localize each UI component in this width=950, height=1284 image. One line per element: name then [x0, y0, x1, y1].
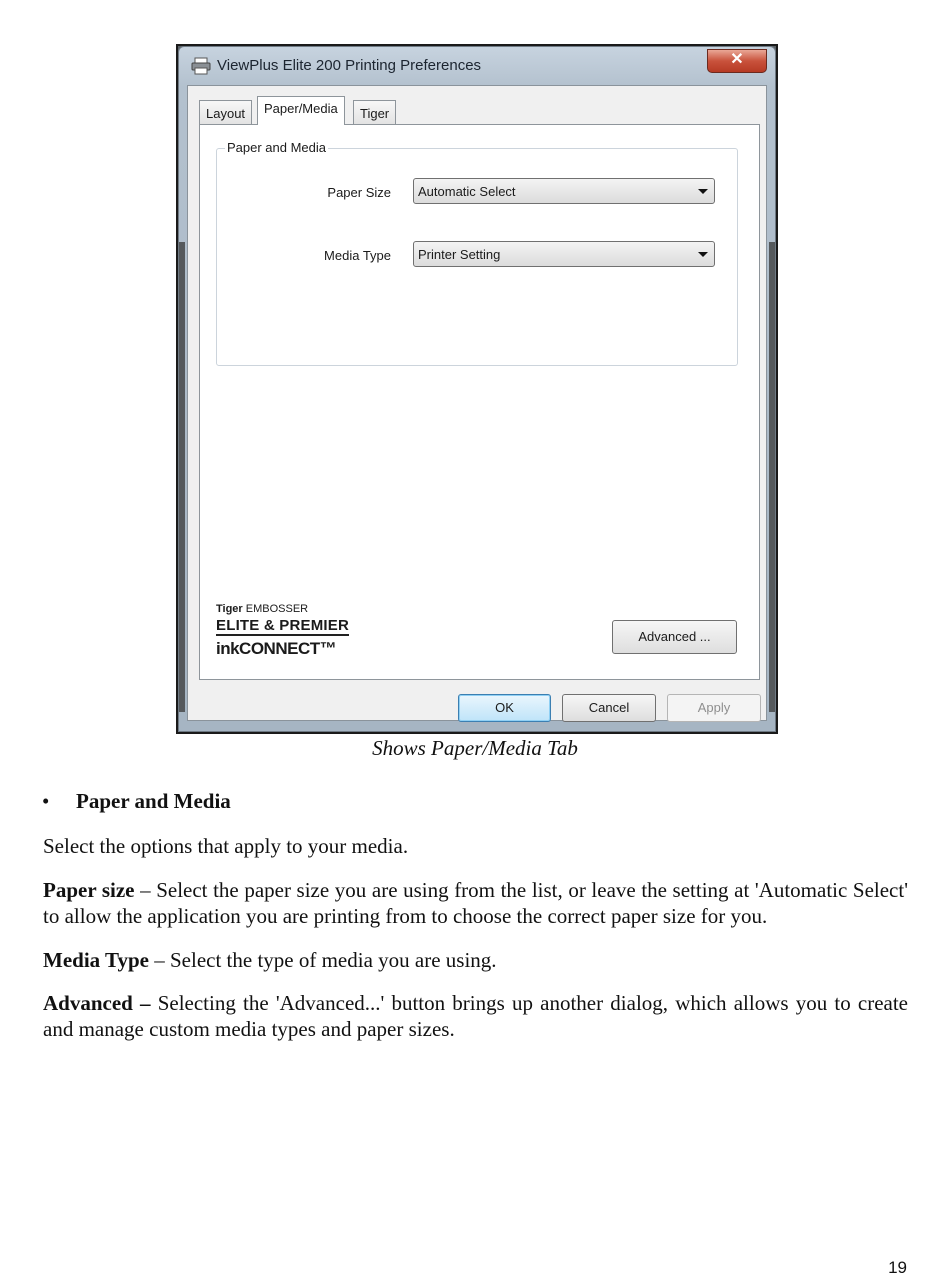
media-type-label: Media Type	[324, 248, 391, 263]
dialog-screenshot	[176, 44, 778, 734]
paper-size-dropdown[interactable]	[413, 178, 715, 204]
section-bullet	[42, 789, 231, 814]
media-type-paragraph: Media Type – Select the type of media you are using.	[43, 948, 497, 972]
apply-button[interactable]: Apply	[667, 694, 761, 722]
advanced-term: Advanced –	[43, 991, 151, 1015]
paper-and-media-group	[216, 140, 738, 366]
tab-paper-media[interactable]: Paper/Media	[257, 96, 345, 125]
printing-preferences-window	[178, 46, 776, 732]
page-number: 19	[888, 1258, 907, 1277]
paper-size-term: Paper size	[43, 878, 135, 902]
chevron-down-icon[interactable]	[698, 252, 708, 257]
paper-size-value: Automatic Select	[418, 184, 516, 199]
section-heading: Paper and Media	[76, 789, 231, 813]
media-type-value: Printer Setting	[418, 247, 501, 262]
tab-layout[interactable]: Layout	[199, 100, 252, 124]
tiger-embosser-logo: Tiger EMBOSSER ELITE & PREMIER inkCONNECT™	[216, 603, 350, 658]
bullet-icon: •	[42, 789, 50, 813]
media-type-term: Media Type	[43, 948, 149, 972]
cancel-button[interactable]: Cancel	[562, 694, 656, 722]
close-button[interactable]: ✕	[707, 49, 767, 73]
paper-size-paragraph: Paper size – Select the paper size you are using from the list, or leave the setting at 'Automatic Select' to allow the application you are printing from to choose the correct paper size for you.	[43, 878, 908, 928]
title-bar	[179, 47, 775, 85]
advanced-button[interactable]: Advanced ...	[612, 620, 737, 654]
figure-caption: Shows Paper/Media Tab	[372, 736, 578, 760]
chevron-down-icon[interactable]	[698, 189, 708, 194]
dialog-client	[187, 85, 767, 721]
advanced-paragraph: Advanced – Selecting the 'Advanced...' button brings up another dialog, which allows you to create and manage custom media types and paper sizes.	[43, 991, 908, 1041]
group-title: Paper and Media	[227, 140, 327, 155]
printer-icon	[191, 57, 211, 75]
paper-size-label: Paper Size	[327, 185, 391, 200]
ok-button[interactable]: OK	[458, 694, 551, 722]
tab-tiger[interactable]: Tiger	[353, 100, 396, 124]
intro-paragraph: Select the options that apply to your media.	[43, 834, 409, 858]
tab-page-paper-media	[199, 124, 760, 680]
window-title: ViewPlus Elite 200 Printing Preferences	[217, 57, 482, 74]
media-type-dropdown[interactable]	[413, 241, 715, 267]
